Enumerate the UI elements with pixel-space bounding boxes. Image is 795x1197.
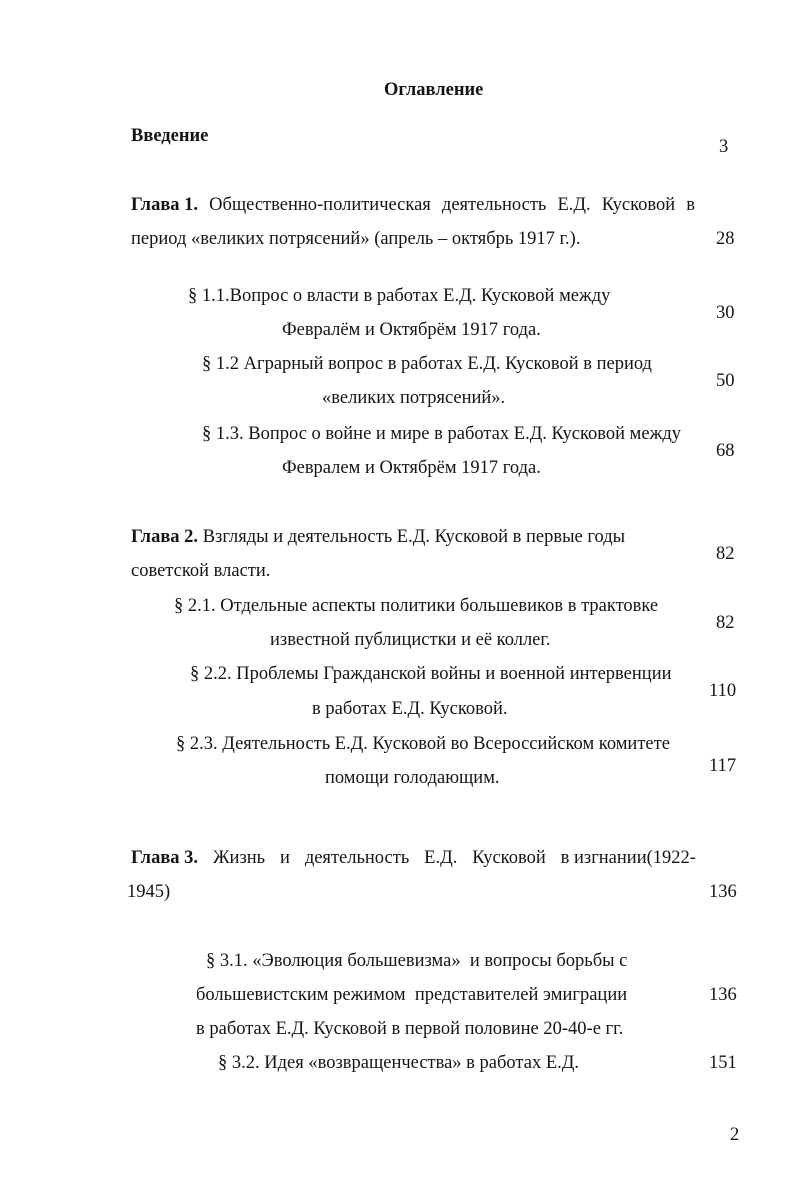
chapter-1-word: деятельность	[441, 195, 547, 215]
chapter-1-lead: Глава 1.	[131, 195, 199, 215]
section-1-3-line-2: Февралем и Октябрём 1917 года.	[282, 458, 541, 478]
section-2-2-line-2: в работах Е.Д. Кусковой.	[312, 699, 508, 719]
chapter-3-line-1	[131, 849, 696, 868]
section-1-2-line-2: «великих потрясений».	[322, 388, 506, 408]
chapter-3-lead: Глава 3.	[131, 848, 199, 868]
section-2-3-page: 117	[709, 756, 737, 776]
section-2-3-line-1: § 2.3. Деятельность Е.Д. Кусковой во Всероссийском комитете	[176, 734, 670, 754]
section-3-1-line-1: § 3.1. «Эволюция большевизма» и вопросы борьбы с	[206, 951, 628, 971]
section-1-2-line-1: § 1.2 Аграрный вопрос в работах Е.Д. Кусковой в период	[202, 354, 652, 374]
chapter-1-word: Общественно-политическая	[209, 195, 431, 215]
section-2-2-page: 110	[709, 681, 737, 701]
chapter-2-line-1	[131, 528, 625, 547]
chapter-1-word: Е.Д.	[557, 195, 591, 215]
chapter-3-word: и	[280, 848, 290, 868]
chapter-2-page: 82	[716, 544, 735, 564]
chapter-3-word: Кусковой	[472, 848, 546, 868]
section-1-1-line-1: § 1.1.Вопрос о власти в работах Е.Д. Кусковой между	[188, 286, 611, 306]
section-1-3-page: 68	[716, 441, 735, 461]
section-2-1-line-2: известной публицистки и её коллег.	[270, 630, 551, 650]
section-1-3-line-1: § 1.3. Вопрос о войне и мире в работах Е.Д. Кусковой между	[202, 424, 682, 444]
section-3-1-page: 136	[709, 985, 737, 1005]
chapter-1-line-1	[131, 196, 695, 215]
section-2-1-line-1: § 2.1. Отдельные аспекты политики большевиков в трактовке	[174, 596, 659, 616]
chapter-3-word: Е.Д.	[424, 848, 458, 868]
section-2-1-page: 82	[716, 613, 735, 633]
chapter-3-word: деятельность	[304, 848, 410, 868]
intro-label: Введение	[131, 126, 209, 146]
intro-page: 3	[719, 137, 729, 157]
section-1-2-page: 50	[716, 371, 735, 391]
chapter-2-title: Взгляды и деятельность Е.Д. Кусковой в первые годы	[202, 527, 626, 547]
chapter-1-line-2: период «великих потрясений» (апрель – октябрь 1917 г.).	[131, 229, 581, 249]
chapter-3-word: Жизнь	[212, 848, 266, 868]
section-3-2-page: 151	[709, 1053, 737, 1073]
chapter-3-word: в изгнании(1922-	[560, 848, 696, 868]
section-1-1-line-2: Февралём и Октябрём 1917 года.	[282, 320, 541, 340]
chapter-2-line-2: советской власти.	[131, 561, 271, 581]
chapter-3-page: 136	[709, 882, 737, 902]
section-1-1-page: 30	[716, 303, 735, 323]
page-number: 2	[730, 1125, 740, 1145]
section-2-3-line-2: помощи голодающим.	[325, 768, 500, 788]
section-3-1-line-2: большевистским режимом представителей эмиграции	[196, 985, 628, 1005]
chapter-1-page: 28	[716, 229, 735, 249]
section-3-2-line-1: § 3.2. Идея «возвращенчества» в работах Е.Д.	[218, 1053, 579, 1073]
section-2-2-line-1: § 2.2. Проблемы Гражданской войны и военной интервенции	[190, 664, 672, 684]
section-3-1-line-3: в работах Е.Д. Кусковой в первой половине 20-40-е гг.	[196, 1019, 624, 1039]
chapter-3-line-2: 1945)	[127, 882, 171, 902]
chapter-2-lead: Глава 2.	[131, 527, 199, 547]
page-title: Оглавление	[384, 80, 484, 100]
chapter-1-word: Кусковой	[601, 195, 676, 215]
chapter-1-word: в	[686, 195, 695, 215]
